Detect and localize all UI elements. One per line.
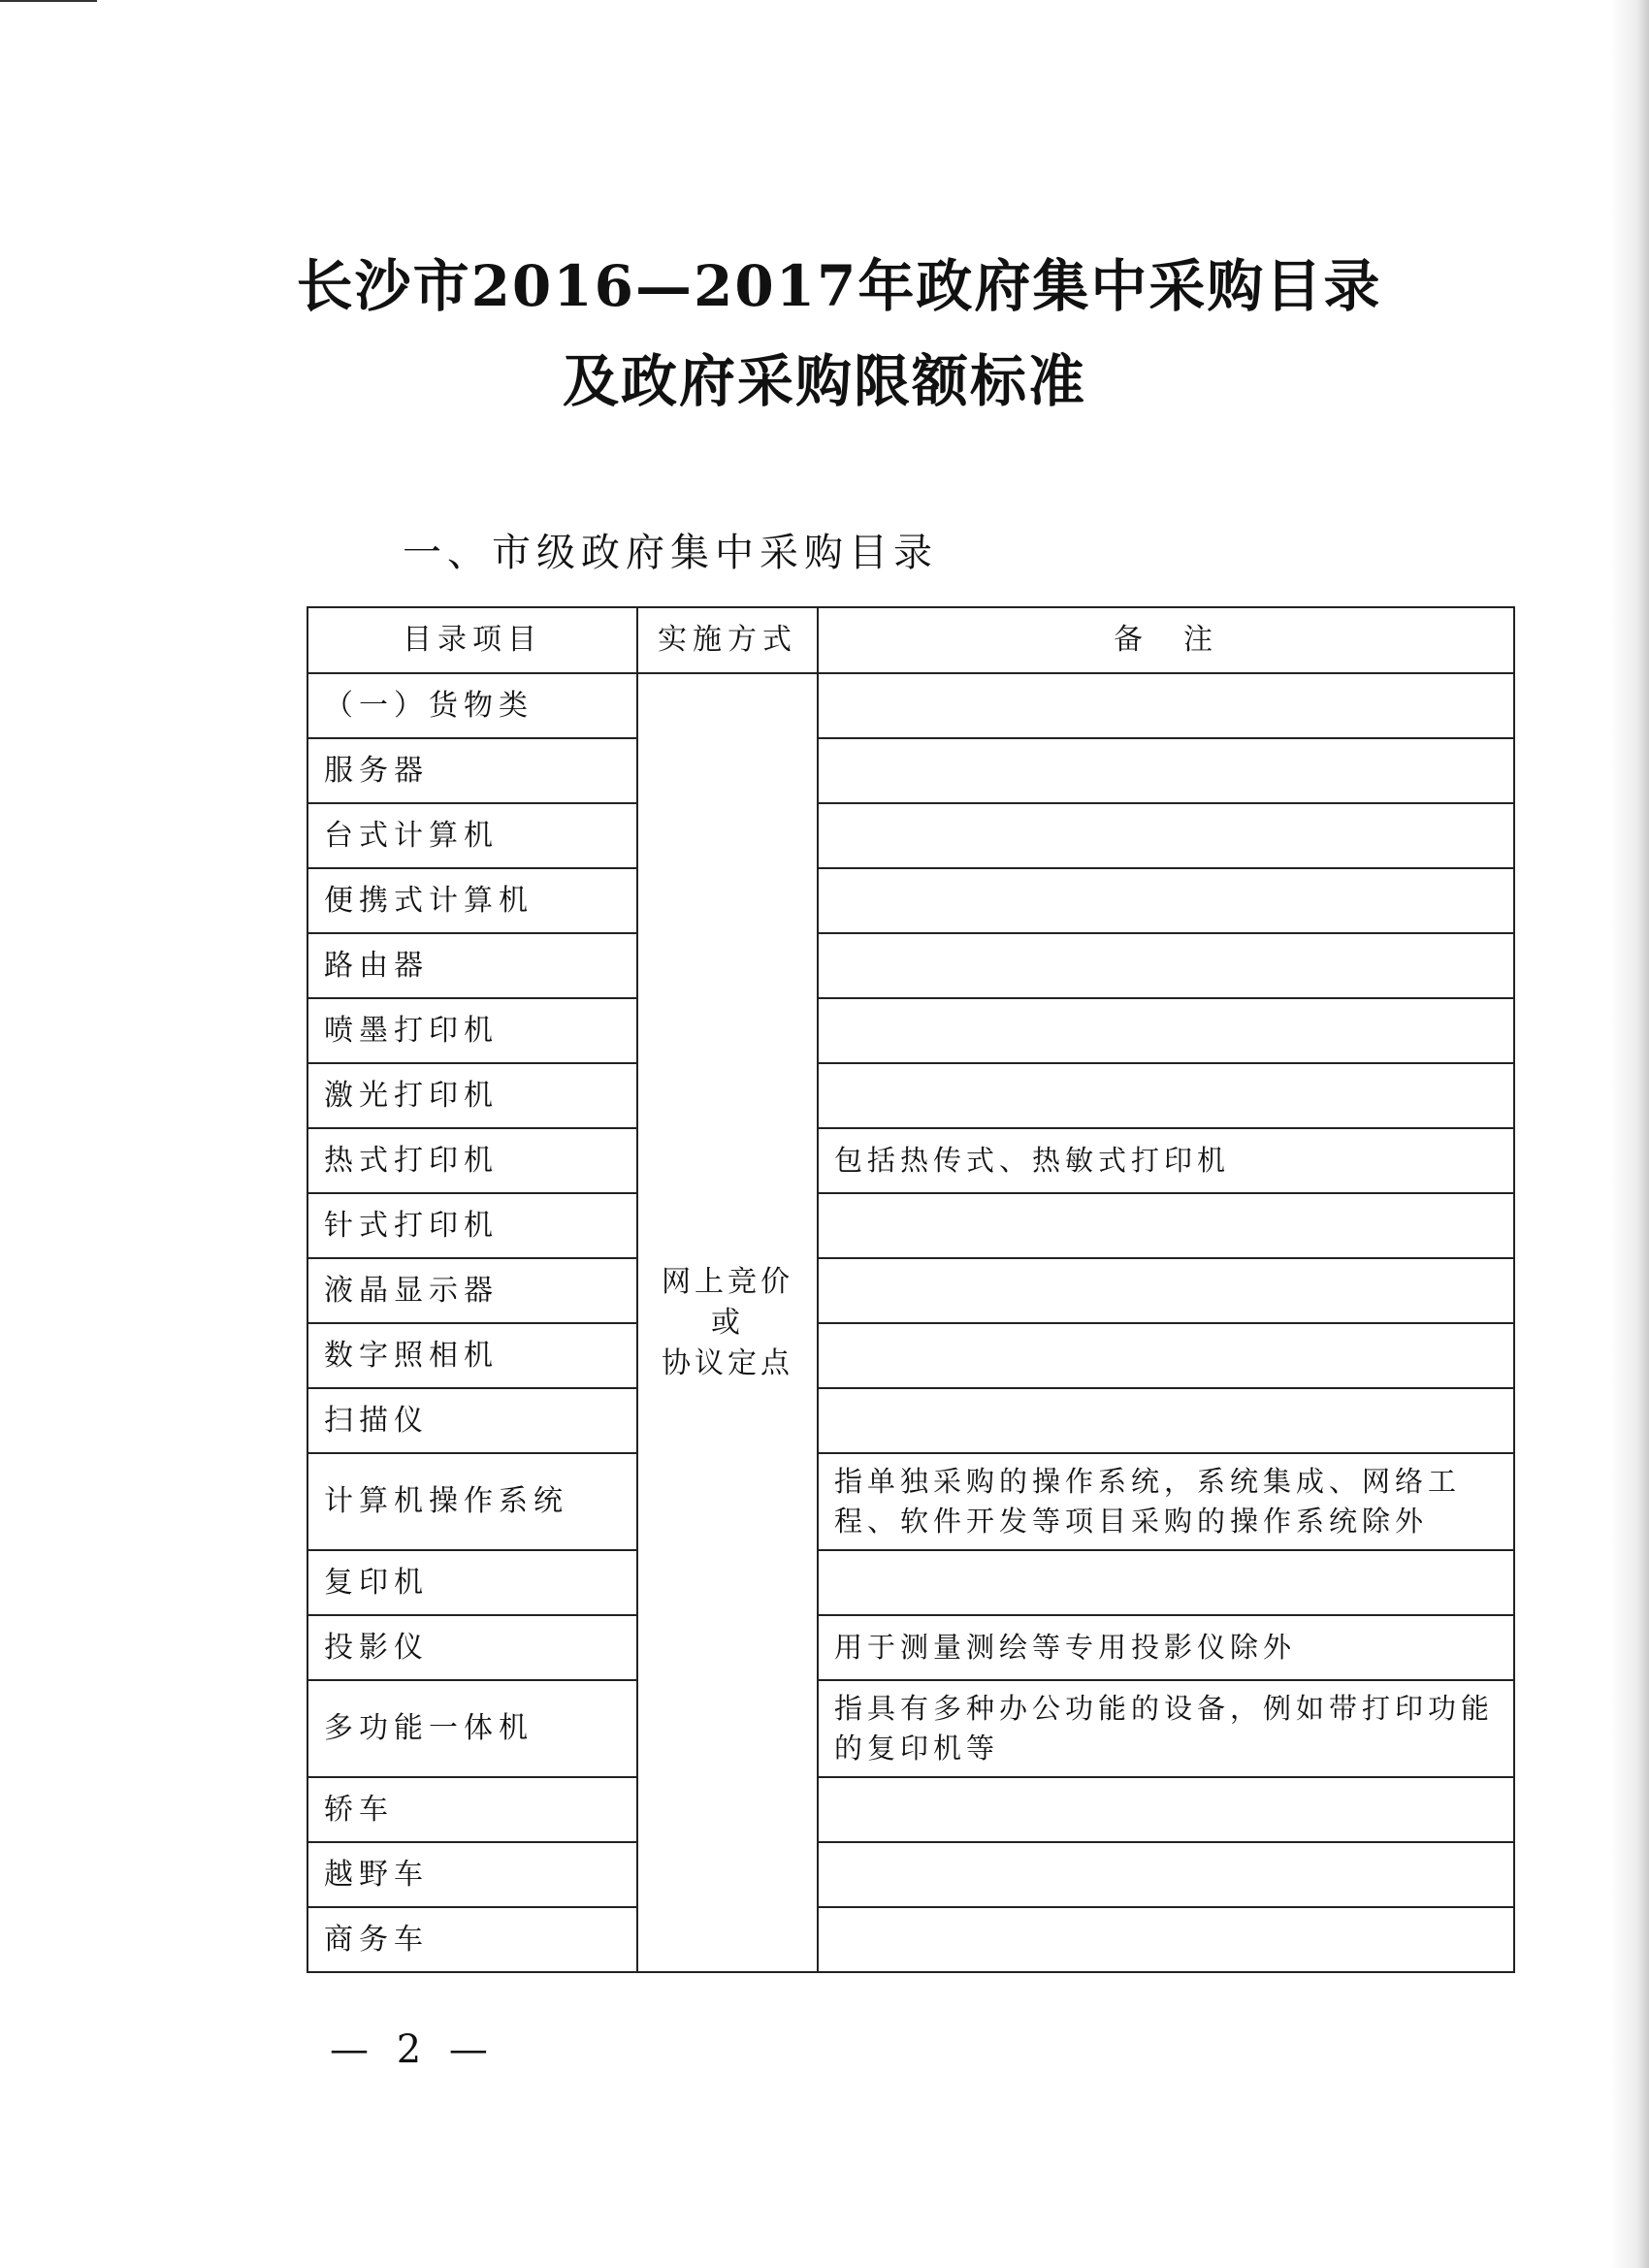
catalog-note (818, 1323, 1514, 1388)
catalog-note: 包括热传式、热敏式打印机 (818, 1128, 1514, 1193)
catalog-note (818, 1258, 1514, 1323)
catalog-item: 针式打印机 (307, 1193, 637, 1258)
document-title-line-2: 及政府采购限额标准 (562, 348, 1086, 414)
table-row (307, 1615, 1514, 1680)
catalog-note (818, 933, 1514, 998)
catalog-item: 服务器 (307, 738, 637, 803)
catalog-item: 计算机操作系统 (307, 1453, 637, 1550)
catalog-note (818, 1193, 1514, 1258)
catalog-note (818, 1777, 1514, 1842)
table-row (307, 1258, 1514, 1323)
catalog-item: 多功能一体机 (307, 1680, 637, 1777)
header-note: 备 注 (818, 607, 1514, 673)
table-row (307, 868, 1514, 933)
table-header-row (307, 607, 1514, 673)
catalog-item: 便携式计算机 (307, 868, 637, 933)
catalog-note: 用于测量测绘等专用投影仪除外 (818, 1615, 1514, 1680)
catalog-item: 复印机 (307, 1550, 637, 1615)
implementation-method: 网上竞价或 协议定点 (637, 673, 818, 1972)
table-row (307, 1128, 1514, 1193)
table-row (307, 1388, 1514, 1453)
table-row (307, 1323, 1514, 1388)
catalog-note: 指单独采购的操作系统，系统集成、网络工程、软件开发等项目采购的操作系统除外 (818, 1453, 1514, 1550)
catalog-note (818, 738, 1514, 803)
catalog-note (818, 1550, 1514, 1615)
catalog-item: 喷墨打印机 (307, 998, 637, 1063)
catalog-item: 激光打印机 (307, 1063, 637, 1128)
table-row (307, 1453, 1514, 1550)
header-item: 目录项目 (307, 607, 637, 673)
table-row (307, 1193, 1514, 1258)
scan-corner-mark (0, 0, 97, 2)
catalog-note: 指具有多种办公功能的设备，例如带打印功能的复印机等 (818, 1680, 1514, 1777)
catalog-item: 数字照相机 (307, 1323, 637, 1388)
catalog-item: 液晶显示器 (307, 1258, 637, 1323)
catalog-note (818, 1842, 1514, 1907)
catalog-note (818, 673, 1514, 738)
catalog-item: 路由器 (307, 933, 637, 998)
catalog-item: 台式计算机 (307, 803, 637, 868)
page-number: — 2 — (330, 2027, 496, 2072)
catalog-note (818, 1388, 1514, 1453)
catalog-item: 热式打印机 (307, 1128, 637, 1193)
table-row (307, 1842, 1514, 1907)
catalog-note (818, 1907, 1514, 1972)
procurement-catalog-table (307, 606, 1515, 1973)
table-row (307, 933, 1514, 998)
table-row (307, 1680, 1514, 1777)
table-row (307, 1063, 1514, 1128)
table-row (307, 998, 1514, 1063)
document-title-line-1: 长沙市2016—2017年政府集中采购目录 (296, 253, 1382, 319)
catalog-item: 投影仪 (307, 1615, 637, 1680)
catalog-note (818, 868, 1514, 933)
catalog-note (818, 1063, 1514, 1128)
header-method: 实施方式 (637, 607, 818, 673)
table-row (307, 1550, 1514, 1615)
table-row (307, 738, 1514, 803)
catalog-item: 越野车 (307, 1842, 637, 1907)
table-row (307, 1777, 1514, 1842)
table-row (307, 803, 1514, 868)
catalog-item: 商务车 (307, 1907, 637, 1972)
table-row (307, 1907, 1514, 1972)
catalog-item: 轿车 (307, 1777, 637, 1842)
catalog-item: （一）货物类 (307, 673, 637, 738)
catalog-item: 扫描仪 (307, 1388, 637, 1453)
catalog-note (818, 803, 1514, 868)
catalog-note (818, 998, 1514, 1063)
table-body (307, 673, 1514, 1972)
table-row (307, 673, 1514, 738)
section-heading: 一、市级政府集中采购目录 (403, 531, 938, 575)
